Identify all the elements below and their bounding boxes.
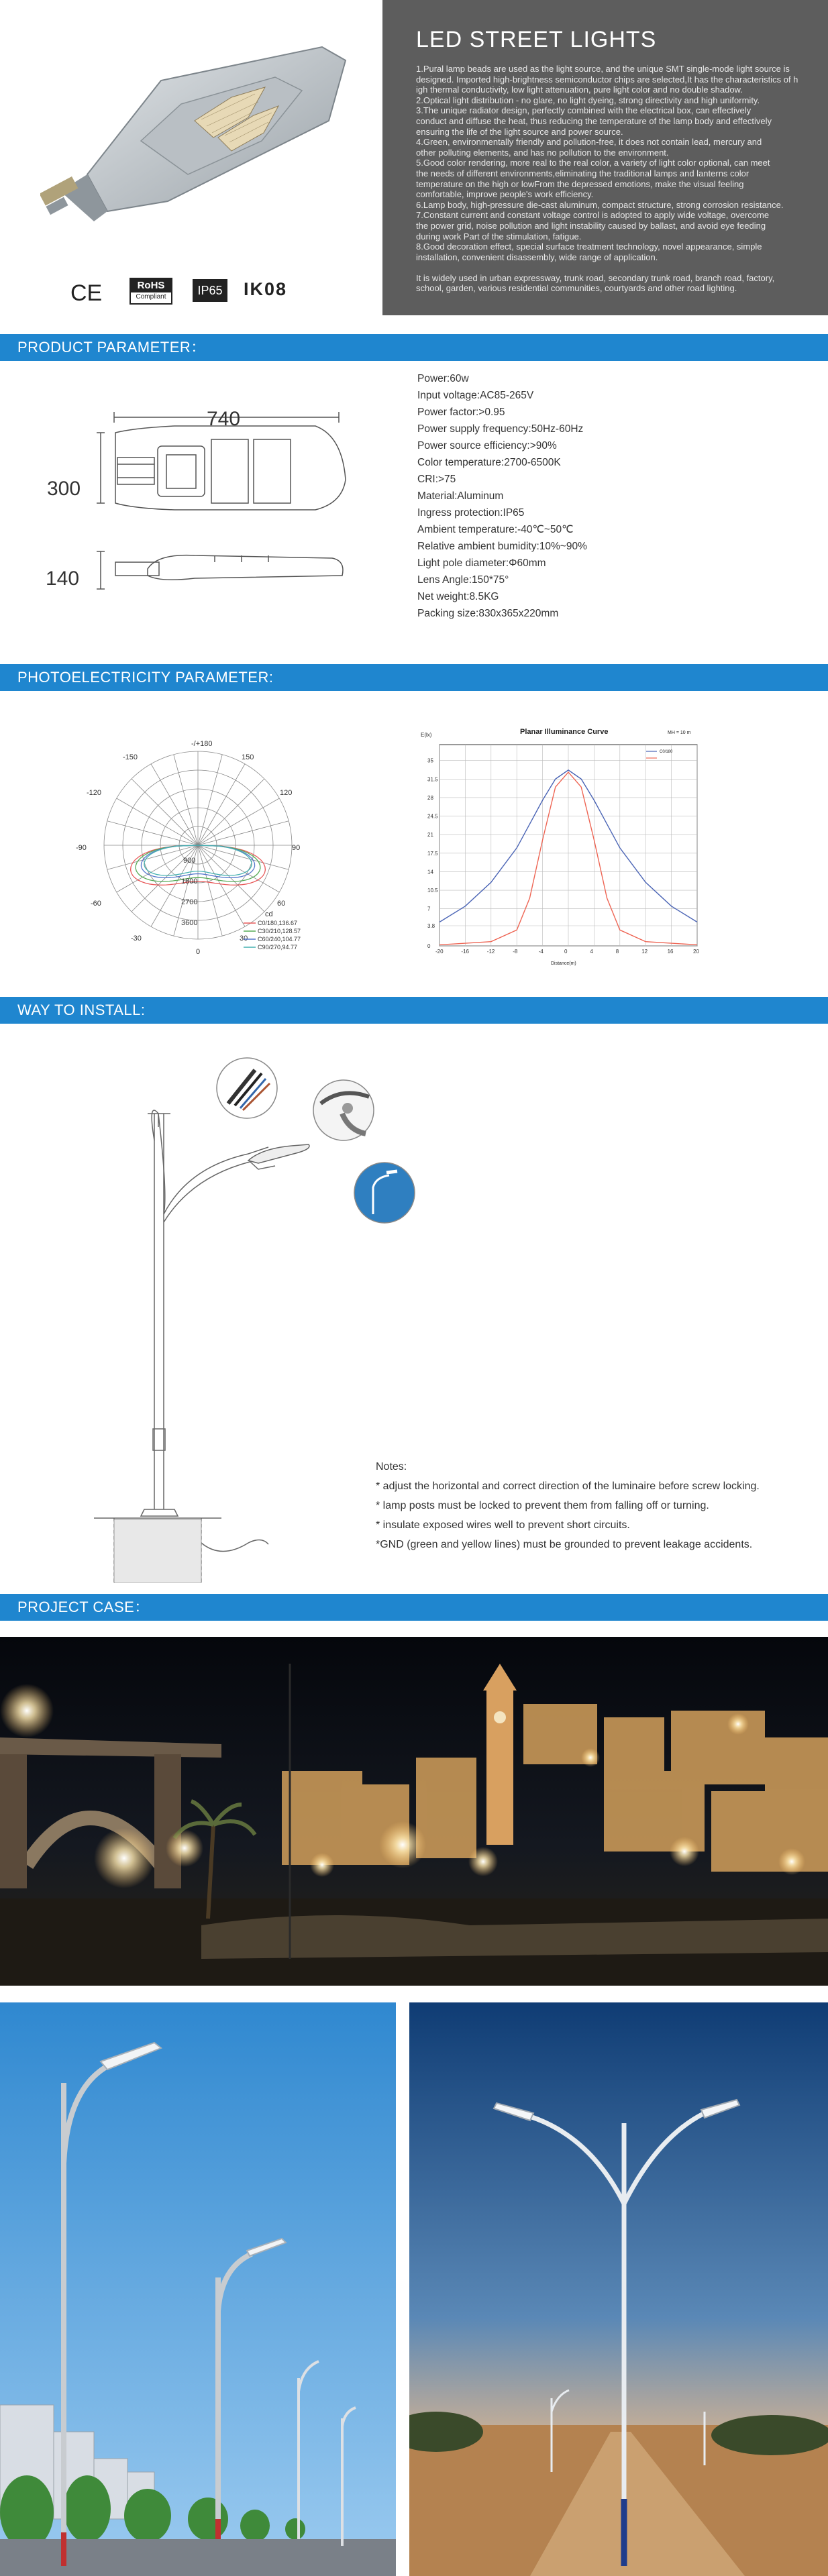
y-tick-label: 31.5 xyxy=(427,776,438,783)
y-tick-label: 7 xyxy=(427,906,431,912)
polar-radius-label: 3600 xyxy=(181,919,198,927)
description-line: 4.Green, environmentally friendly and pollution-free, it does not contain lead, mercury and xyxy=(416,137,762,148)
note-item: * insulate exposed wires well to prevent short circuits. xyxy=(376,1519,630,1531)
polar-light-distribution xyxy=(64,731,332,966)
polar-angle-label: 60 xyxy=(277,900,286,908)
polar-angle-label: -/+180 xyxy=(191,740,213,748)
x-tick-label: -8 xyxy=(513,949,518,955)
polar-grid-spoke xyxy=(198,821,289,845)
param-power: Power:60w xyxy=(417,373,469,384)
parameter-list xyxy=(417,370,793,622)
polar-angle-label: -30 xyxy=(131,934,142,943)
polar-angle-label: -90 xyxy=(76,844,87,852)
y-axis-label: E(lx) xyxy=(421,732,432,738)
section-header-way-to-install: WAY TO INSTALL: xyxy=(0,997,828,1024)
description-line: the needs of different environments,eliminating the traditional lamps and lanterns color xyxy=(416,168,749,178)
section-header-photoelectricity: PHOTOELECTRICITY PARAMETER: xyxy=(0,664,828,691)
y-tick-label: 28 xyxy=(427,794,433,801)
y-tick-label: 17.5 xyxy=(427,850,438,857)
x-tick-label: 4 xyxy=(590,949,593,955)
description-line xyxy=(416,262,808,273)
param-packing-size: Packing size:830x365x220mm xyxy=(417,608,559,619)
description-line: during work Part of the stimulation, fatigue. xyxy=(416,231,582,241)
description-line: 6.Lamp body, high-pressure die-cast aluminum, compact structure, strong corrosion resistance. xyxy=(416,199,784,210)
note-item: * lamp posts must be locked to prevent them from falling off or turning. xyxy=(376,1500,709,1511)
notes-heading: Notes: xyxy=(376,1461,407,1472)
product-hero-panel xyxy=(0,0,382,315)
finished-install-image xyxy=(354,1163,415,1223)
description-line: 2.Optical light distribution - no glare, no light dyeing, strong directivity and high uniformity. xyxy=(416,95,760,105)
polar-grid-spoke xyxy=(151,764,198,845)
foundation-block xyxy=(114,1519,201,1583)
param-net-weight: Net weight:8.5KG xyxy=(417,591,499,602)
param-pole-diameter: Light pole diameter:Φ60mm xyxy=(417,557,546,569)
polar-grid-spoke xyxy=(107,821,198,845)
description-line: school, garden, various residential communities, courtyards and other road lighting. xyxy=(416,283,737,294)
x-tick-label: -4 xyxy=(538,949,544,955)
param-power-factor: Power factor:>0.95 xyxy=(417,407,505,418)
dimension-length: 740 xyxy=(207,408,241,430)
polar-angle-label: 0 xyxy=(196,948,201,956)
polar-legend-entry: C30/210,128.57 xyxy=(258,928,301,934)
polar-angle-label: 90 xyxy=(292,844,301,852)
x-tick-label: 12 xyxy=(641,949,648,955)
polar-legend-entry: C90/270,94.77 xyxy=(258,944,298,951)
polar-grid-spoke xyxy=(198,755,222,845)
install-notes xyxy=(376,1457,805,1554)
polar-grid-spoke xyxy=(198,845,289,869)
y-tick-label: 0 xyxy=(427,943,431,949)
ik08-label: IK08 xyxy=(244,279,288,299)
chart-legend-header: MH = 10 m xyxy=(668,731,691,735)
param-humidity: Relative ambient bumidity:10%~90% xyxy=(417,541,587,552)
param-ingress-protection: Ingress protection:IP65 xyxy=(417,507,525,519)
project-night-city-photo xyxy=(0,1637,828,1986)
polar-angle-label: 120 xyxy=(280,789,293,797)
y-tick-label: 24.5 xyxy=(427,813,438,820)
dimension-width: 300 xyxy=(47,478,81,500)
product-description xyxy=(416,64,808,294)
polar-angle-label: 30 xyxy=(240,934,248,943)
param-color-temperature: Color temperature:2700-6500K xyxy=(417,457,561,468)
description-line: 1.Pural lamp beads are used as the light source, and the unique SMT single-mode light source is xyxy=(416,64,790,74)
polar-legend-entry: C0/180,136.67 xyxy=(258,920,298,926)
description-line: 8.Good decoration effect, special surface treatment technology, novel appearance, simple xyxy=(416,241,762,252)
description-line: It is widely used in urban expressway, trunk road, secondary trunk road, branch road, factory, xyxy=(416,272,775,283)
x-tick-label: 0 xyxy=(564,949,568,955)
polar-grid-spoke xyxy=(132,779,198,845)
x-tick-label: -20 xyxy=(435,949,444,955)
y-tick-label: 14 xyxy=(427,869,433,875)
polar-angle-label: 150 xyxy=(242,753,254,761)
polar-grid-spoke xyxy=(198,779,264,845)
wire-detail-image xyxy=(217,1058,277,1118)
x-tick-label: 20 xyxy=(693,949,699,955)
section-header-project-case: PROJECT CASE： xyxy=(0,1594,828,1621)
screw-detail-image xyxy=(313,1080,374,1140)
param-ambient-temperature: Ambient temperature:-40℃~50℃ xyxy=(417,524,574,535)
note-item: *GND (green and yellow lines) must be grounded to prevent leakage accidents. xyxy=(376,1539,753,1550)
project-road-dusk-photo xyxy=(409,2002,828,2576)
param-lens-angle: Lens Angle:150*75° xyxy=(417,574,509,586)
description-line: other polluting elements, and has no pollution to the environment. xyxy=(416,147,669,158)
x-axis-label: Distance(m) xyxy=(551,961,576,966)
project-street-daytime-photo xyxy=(0,2002,396,2576)
polar-grid-spoke xyxy=(198,845,222,936)
polar-grid-spoke xyxy=(174,755,198,845)
x-tick-label: 16 xyxy=(667,949,674,955)
param-efficiency: Power source efficiency:>90% xyxy=(417,440,557,451)
chart-title: Planar Illuminance Curve xyxy=(520,728,609,736)
param-material: Material:Aluminum xyxy=(417,490,504,502)
rohs-sublabel: Compliant xyxy=(136,293,166,301)
dimension-height: 140 xyxy=(46,568,80,590)
rohs-badge xyxy=(130,278,172,305)
description-line: comfortable, improve people's work efficiency. xyxy=(416,189,594,200)
polar-angle-label: -150 xyxy=(123,753,138,761)
polar-grid-spoke xyxy=(198,764,245,845)
dimension-drawing xyxy=(40,402,389,604)
polar-grid-spoke xyxy=(117,798,198,845)
y-tick-label: 21 xyxy=(427,832,433,839)
y-tick-label: 10.5 xyxy=(427,888,438,894)
param-input-voltage: Input voltage:AC85-265V xyxy=(417,390,534,401)
description-line: the power grid, noise pollution and light instability caused by ballast, and avoid eye feeding xyxy=(416,220,766,231)
x-tick-label: 8 xyxy=(615,949,619,955)
param-frequency: Power supply frequency:50Hz-60Hz xyxy=(417,423,584,435)
y-tick-label: 3.8 xyxy=(427,923,435,929)
chart-legend-entry: C0/180 xyxy=(660,750,673,754)
polar-radius-label: 2700 xyxy=(181,898,198,906)
description-line: designed. Imported high-brightness semiconductor chips are selected,It has the characteristics of h xyxy=(416,74,798,85)
polar-grid-spoke xyxy=(198,798,279,845)
description-line: 7.Constant current and constant voltage control is adopted to apply wide voltage, overcome xyxy=(416,210,770,221)
description-line: 3.The unique radiator design, perfectly combined with the electrical box, can effectively xyxy=(416,105,752,116)
polar-radius-label: 900 xyxy=(183,857,196,865)
note-item: * adjust the horizontal and correct direction of the luminaire before screw locking. xyxy=(376,1481,760,1492)
description-line: installation, convenient disassembly, wide range of application. xyxy=(416,252,658,262)
street-light-product-image xyxy=(40,40,356,235)
polar-radius-label: 1800 xyxy=(181,877,198,885)
description-line: temperature on the high or lowFrom the depressed emotions, make the visual feeling xyxy=(416,178,744,189)
planar-illuminance-chart xyxy=(419,723,708,971)
x-tick-label: -12 xyxy=(486,949,495,955)
description-line: ensuring the life of the light source and power source. xyxy=(416,126,623,137)
ce-mark: CE xyxy=(70,280,103,306)
description-line: igh thermal conductivity, low light attenuation, pure light color and no double shadow. xyxy=(416,85,743,95)
polar-legend-entry: C60/240,104.77 xyxy=(258,936,301,943)
description-line: conduct and diffuse the heat, thus reducing the temperature of the lamp body and effectively xyxy=(416,115,772,126)
x-tick-label: -16 xyxy=(461,949,469,955)
polar-angle-label: -120 xyxy=(87,789,102,797)
param-cri: CRI:>75 xyxy=(417,474,456,485)
product-description-panel xyxy=(382,0,828,315)
polar-grid-spoke xyxy=(198,845,245,926)
polar-angle-label: -60 xyxy=(91,900,101,908)
polar-unit-label: cd xyxy=(265,910,273,918)
product-title: LED STREET LIGHTS xyxy=(416,27,657,52)
description-line: 5.Good color rendering, more real to the real color, a variety of light color optional, can meet xyxy=(416,158,770,168)
section-header-product-parameter: PRODUCT PARAMETER： xyxy=(0,334,828,361)
y-tick-label: 35 xyxy=(427,757,433,764)
ip65-badge: IP65 xyxy=(193,279,227,302)
rohs-label: RoHS xyxy=(131,279,171,292)
